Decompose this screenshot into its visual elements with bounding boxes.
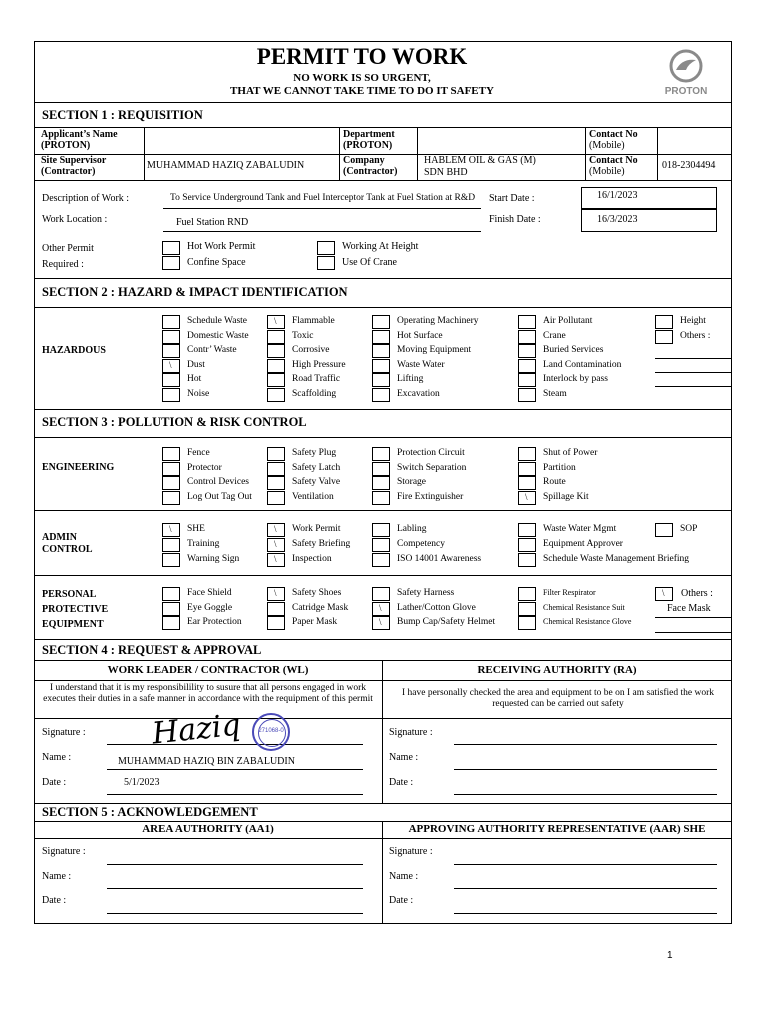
checklist-label: Fire Extinguisher <box>397 491 464 502</box>
ppe-others-value: Face Mask <box>667 603 711 614</box>
checkbox-work-permit[interactable] <box>267 523 285 537</box>
admin-control-label: ADMIN CONTROL <box>42 532 93 555</box>
checkbox-protection-circuit[interactable] <box>372 447 390 461</box>
aa-name-label: Name : <box>42 871 72 882</box>
section-1-title: SECTION 1 : REQUISITION <box>42 108 203 122</box>
checkbox-eye-goggle[interactable] <box>162 602 180 616</box>
checklist-label: Warning Sign <box>187 554 240 564</box>
description-label: Description of Work : <box>42 193 130 204</box>
checklist-label: Flammable <box>292 316 335 326</box>
checkbox-crane[interactable] <box>518 330 536 344</box>
checklist-label: Face Shield <box>187 588 232 598</box>
checklist-label: Safety Harness <box>397 588 455 598</box>
checkbox-control-devices[interactable] <box>162 476 180 490</box>
wl-name-label: Name : <box>42 752 72 763</box>
checklist-label: Bump Cap/Safety Helmet <box>397 617 496 628</box>
checklist-label: Safety Latch <box>292 462 341 473</box>
working-at-height-label: Working At Height <box>342 241 419 252</box>
checklist-label: SHE <box>187 524 205 534</box>
checkbox-log-out-tag-out[interactable] <box>162 491 180 505</box>
work-leader-statement: I understand that it is my responsibilility to susure that all persons engaged in work executes their duties in a safe manner in accordance with the requipment of this permit <box>43 683 373 704</box>
check-mark: \ <box>169 359 172 370</box>
checklist-label: Ventilation <box>292 491 334 502</box>
proton-logo <box>652 48 722 98</box>
checklist-label: Storage <box>397 477 427 488</box>
slogan-line-2: THAT WE CANNOT TAKE TIME TO DO IT SAFETY <box>230 85 494 97</box>
page-title: PERMIT TO WORK <box>256 44 468 69</box>
description-value: To Service Underground Tank and Fuel Interceptor Tank at Fuel Station at R&D <box>170 193 476 203</box>
wl-name-value: MUHAMMAD HAZIQ BIN ZABALUDIN <box>118 756 295 767</box>
wl-signature: Haziq <box>150 707 243 752</box>
approving-authority-header: APPROVING AUTHORITY REPRESENTATIVE (AAR) SHE <box>408 823 706 835</box>
checkbox-chemical-resistance-glove[interactable] <box>518 616 536 630</box>
checklist-label: Corrosive <box>292 345 330 356</box>
checklist-label: Eye Goggle <box>187 602 233 613</box>
checklist-label: High Pressure <box>292 359 346 370</box>
checkbox-safety-plug[interactable] <box>267 447 285 461</box>
checkbox-toxic[interactable] <box>267 330 285 344</box>
aa-date-label: Date : <box>42 895 67 906</box>
checkbox-bump-cap-safety-helmet[interactable] <box>372 616 390 630</box>
section-3-title: SECTION 3 : POLLUTION & RISK CONTROL <box>42 415 307 429</box>
checkbox-safety-harness[interactable] <box>372 587 390 601</box>
checkbox-fire-extinguisher[interactable] <box>372 491 390 505</box>
hot-work-permit-checkbox[interactable] <box>162 241 180 255</box>
checkbox-fence[interactable] <box>162 447 180 461</box>
aar-date-label: Date : <box>389 895 414 906</box>
work-leader-header: WORK LEADER / CONTRACTOR (WL) <box>107 664 309 676</box>
checklist-label: Schedule Waste <box>187 316 248 326</box>
checklist-label: Operating Machinery <box>397 316 479 326</box>
use-of-crane-label: Use Of Crane <box>342 257 397 268</box>
checklist-label: Noise <box>187 389 210 399</box>
checklist-label: Safety Valve <box>292 477 341 488</box>
receiving-authority-statement: I have personally checked the area and equipment to be on I am satisfied the work requested can be carried out safety <box>401 688 715 709</box>
checkbox-high-pressure[interactable] <box>267 359 285 373</box>
checklist-label: Others : <box>680 330 711 341</box>
checklist-label: Waste Water Mgmt <box>543 524 617 534</box>
checkbox-spillage-kit[interactable] <box>518 491 536 505</box>
check-mark: \ <box>274 588 277 598</box>
hot-work-permit-label: Hot Work Permit <box>187 241 256 252</box>
checkbox-she[interactable] <box>162 523 180 537</box>
checkbox-chemical-resistance-suit[interactable] <box>518 602 536 616</box>
checklist-label: Excavation <box>397 389 440 399</box>
aar-signature-label: Signature : <box>389 846 433 857</box>
contact-2-label: Contact No (Mobile) <box>589 155 638 177</box>
checkbox-waste-water[interactable] <box>372 359 390 373</box>
checklist-label: Height <box>680 316 706 326</box>
section-5-title: SECTION 5 : ACKNOWLEDGEMENT <box>42 805 258 819</box>
checkbox-route[interactable] <box>518 476 536 490</box>
hazardous-label: HAZARDOUS <box>42 345 106 356</box>
checklist-label: Moving Equipment <box>397 345 472 356</box>
start-date-label: Start Date : <box>489 193 535 204</box>
checklist-label: Control Devices <box>187 477 250 488</box>
ra-name-label: Name : <box>389 752 419 763</box>
contact-label: Contact No (Mobile) <box>589 129 638 151</box>
engineering-label: ENGINEERING <box>42 462 115 473</box>
checklist-label: Hot Surface <box>397 330 443 341</box>
checkbox-sop[interactable] <box>655 523 673 537</box>
checkbox-height[interactable] <box>655 315 673 329</box>
checkbox-protector[interactable] <box>162 462 180 476</box>
checkbox-safety-valve[interactable] <box>267 476 285 490</box>
checklist-label: Equipment Approver <box>543 539 623 549</box>
checklist-label: Labling <box>397 524 427 534</box>
site-supervisor-label: Site Supervisor (Contractor) <box>41 155 107 177</box>
checklist-label: Domestic Waste <box>187 330 249 341</box>
checklist-label: SOP <box>680 524 698 534</box>
checkbox-schedule-waste[interactable] <box>162 315 180 329</box>
checkbox-domestic-waste[interactable] <box>162 330 180 344</box>
checklist-label: Lifting <box>397 374 424 385</box>
finish-date-label: Finish Date : <box>489 214 541 225</box>
checklist-label: Steam <box>543 389 567 399</box>
checkbox-scaffolding[interactable] <box>267 388 285 402</box>
logo-text: PROTON <box>664 86 708 97</box>
checklist-label: Protection Circuit <box>397 448 465 458</box>
checklist-label: Chemical Resistance Glove <box>543 617 632 627</box>
applicant-label: Applicant’s Name (PROTON) <box>41 129 118 151</box>
checkbox-flammable[interactable] <box>267 315 285 329</box>
checkbox-hot[interactable] <box>162 373 180 387</box>
proton-logo-icon <box>652 48 722 98</box>
company-value: HABLEM OIL & GAS (M) SDN BHD <box>424 155 536 178</box>
checklist-label: Crane <box>543 330 566 341</box>
checkbox-inspection[interactable] <box>267 553 285 567</box>
slogan-line-1: NO WORK IS SO URGENT, <box>293 72 431 84</box>
checkbox-steam[interactable] <box>518 388 536 402</box>
checklist-label: Waste Water <box>397 359 445 370</box>
checklist-label: Competency <box>397 539 446 549</box>
checklist-label: Route <box>543 477 566 488</box>
ra-date-label: Date : <box>389 777 414 788</box>
checklist-label: Filter Respirator <box>543 588 596 597</box>
checklist-label: Hot <box>187 374 202 385</box>
checklist-label: Contr’ Waste <box>187 345 237 356</box>
check-mark: \ <box>525 491 528 502</box>
check-mark: \ <box>379 602 382 613</box>
checkbox-buried-services[interactable] <box>518 344 536 358</box>
checklist-label: Road Traffic <box>292 374 341 385</box>
confine-space-checkbox[interactable] <box>162 256 180 270</box>
checklist-label: Buried Services <box>543 345 604 356</box>
checkbox-schedule-waste-management-briefing[interactable] <box>518 553 536 567</box>
checkbox-safety-shoes[interactable] <box>267 587 285 601</box>
checklist-label: Training <box>187 539 220 549</box>
checklist-label: Interlock by pass <box>543 374 608 385</box>
checkbox-excavation[interactable] <box>372 388 390 402</box>
site-supervisor-value: MUHAMMAD HAZIQ ZABALUDIN <box>147 160 305 171</box>
checklist-label: Safety Plug <box>292 448 337 458</box>
working-at-height-checkbox[interactable] <box>317 241 335 255</box>
checkbox-storage[interactable] <box>372 476 390 490</box>
ra-signature-label: Signature : <box>389 727 433 738</box>
company-stamp: 271068-0 <box>252 713 290 751</box>
checkbox-training[interactable] <box>162 538 180 552</box>
check-mark: \ <box>274 524 277 534</box>
checklist-label: Land Contamination <box>543 359 622 370</box>
checkbox-moving-equipment[interactable] <box>372 344 390 358</box>
checkbox-others[interactable] <box>655 330 673 344</box>
checkbox-land-contamination[interactable] <box>518 359 536 373</box>
start-date-field[interactable]: 16/1/2023 <box>581 187 717 209</box>
checkbox-ventilation[interactable] <box>267 491 285 505</box>
checklist-label: Toxic <box>292 330 314 341</box>
department-label: Department (PROTON) <box>343 129 395 151</box>
checkbox-ear-protection[interactable] <box>162 616 180 630</box>
checkbox-hot-surface[interactable] <box>372 330 390 344</box>
wl-date-value: 5/1/2023 <box>124 777 160 788</box>
checkbox-filter-respirator[interactable] <box>518 587 536 601</box>
finish-date-field[interactable]: 16/3/2023 <box>581 209 717 232</box>
checkbox-shut-of-power[interactable] <box>518 447 536 461</box>
check-mark: \ <box>274 316 277 326</box>
wl-date-label: Date : <box>42 777 67 788</box>
section-4-title: SECTION 4 : REQUEST & APPROVAL <box>42 643 262 657</box>
aa-signature-label: Signature : <box>42 846 86 857</box>
checklist-label: Dust <box>187 359 205 370</box>
checkbox-paper-mask[interactable] <box>267 616 285 630</box>
confine-space-label: Confine Space <box>187 257 246 268</box>
check-mark: \ <box>274 539 277 549</box>
checkbox-competency[interactable] <box>372 538 390 552</box>
check-mark: \ <box>169 524 172 534</box>
ppe-others-checkbox[interactable] <box>655 587 673 601</box>
checkbox-face-shield[interactable] <box>162 587 180 601</box>
check-mark: \ <box>274 554 277 564</box>
checklist-label: Shut of Power <box>543 448 598 458</box>
other-permit-label: Other Permit Required : <box>42 243 94 270</box>
checkbox-safety-briefing[interactable] <box>267 538 285 552</box>
checkbox-labling[interactable] <box>372 523 390 537</box>
checkbox-iso-14001-awareness[interactable] <box>372 553 390 567</box>
checklist-label: Scaffolding <box>292 389 337 399</box>
checkbox-waste-water-mgmt[interactable] <box>518 523 536 537</box>
work-location-value: Fuel Station RND <box>176 217 249 228</box>
ppe-label: PERSONAL PROTECTIVE EQUIPMENT <box>42 589 109 630</box>
checklist-label: Schedule Waste Management Briefing <box>543 554 690 564</box>
wl-signature-label: Signature : <box>42 727 86 738</box>
use-of-crane-checkbox[interactable] <box>317 256 335 270</box>
checkbox-partition[interactable] <box>518 462 536 476</box>
checkbox-safety-latch[interactable] <box>267 462 285 476</box>
checkbox-equipment-approver[interactable] <box>518 538 536 552</box>
checkbox-warning-sign[interactable] <box>162 553 180 567</box>
checklist-label: Protector <box>187 462 222 473</box>
checkbox-lather-cotton-glove[interactable] <box>372 602 390 616</box>
checklist-label: Paper Mask <box>292 617 338 628</box>
ppe-others-label: Others : <box>681 588 713 599</box>
work-location-label: Work Location : <box>42 214 108 225</box>
check-mark: \ <box>379 617 382 628</box>
checkbox-operating-machinery[interactable] <box>372 315 390 329</box>
aar-name-label: Name : <box>389 871 419 882</box>
checkbox-noise[interactable] <box>162 388 180 402</box>
checklist-label: Catridge Mask <box>292 602 349 613</box>
checklist-label: Switch Separation <box>397 462 467 473</box>
section-2-title: SECTION 2 : HAZARD & IMPACT IDENTIFICATION <box>42 285 348 299</box>
check-mark: \ <box>662 588 665 598</box>
checkbox-lifting[interactable] <box>372 373 390 387</box>
checklist-label: Partition <box>543 462 576 473</box>
checklist-label: Lather/Cotton Glove <box>397 602 476 613</box>
checklist-label: Fence <box>187 448 210 458</box>
checklist-label: ISO 14001 Awareness <box>397 554 482 564</box>
checkbox-catridge-mask[interactable] <box>267 602 285 616</box>
page-number: 1 <box>667 950 673 961</box>
checklist-label: Safety Briefing <box>292 539 351 549</box>
checklist-label: Work Permit <box>292 524 341 534</box>
company-label: Company (Contractor) <box>343 155 398 177</box>
checkbox-contr-waste[interactable] <box>162 344 180 358</box>
checkbox-switch-separation[interactable] <box>372 462 390 476</box>
receiving-authority-header: RECEIVING AUTHORITY (RA) <box>477 664 637 676</box>
checklist-label: Chemical Resistance Suit <box>543 602 625 612</box>
checkbox-interlock-by-pass[interactable] <box>518 373 536 387</box>
checkbox-dust[interactable] <box>162 359 180 373</box>
checklist-label: Ear Protection <box>187 617 242 628</box>
checklist-label: Spillage Kit <box>543 491 589 502</box>
checkbox-air-pollutant[interactable] <box>518 315 536 329</box>
checkbox-road-traffic[interactable] <box>267 373 285 387</box>
checklist-label: Inspection <box>292 554 332 564</box>
checklist-label: Air Pollutant <box>543 316 593 326</box>
checklist-label: Log Out Tag Out <box>187 491 252 502</box>
area-authority-header: AREA AUTHORITY (AA1) <box>142 823 274 835</box>
contact-2-value: 018-2304494 <box>662 160 716 171</box>
checklist-label: Safety Shoes <box>292 588 342 598</box>
checkbox-corrosive[interactable] <box>267 344 285 358</box>
